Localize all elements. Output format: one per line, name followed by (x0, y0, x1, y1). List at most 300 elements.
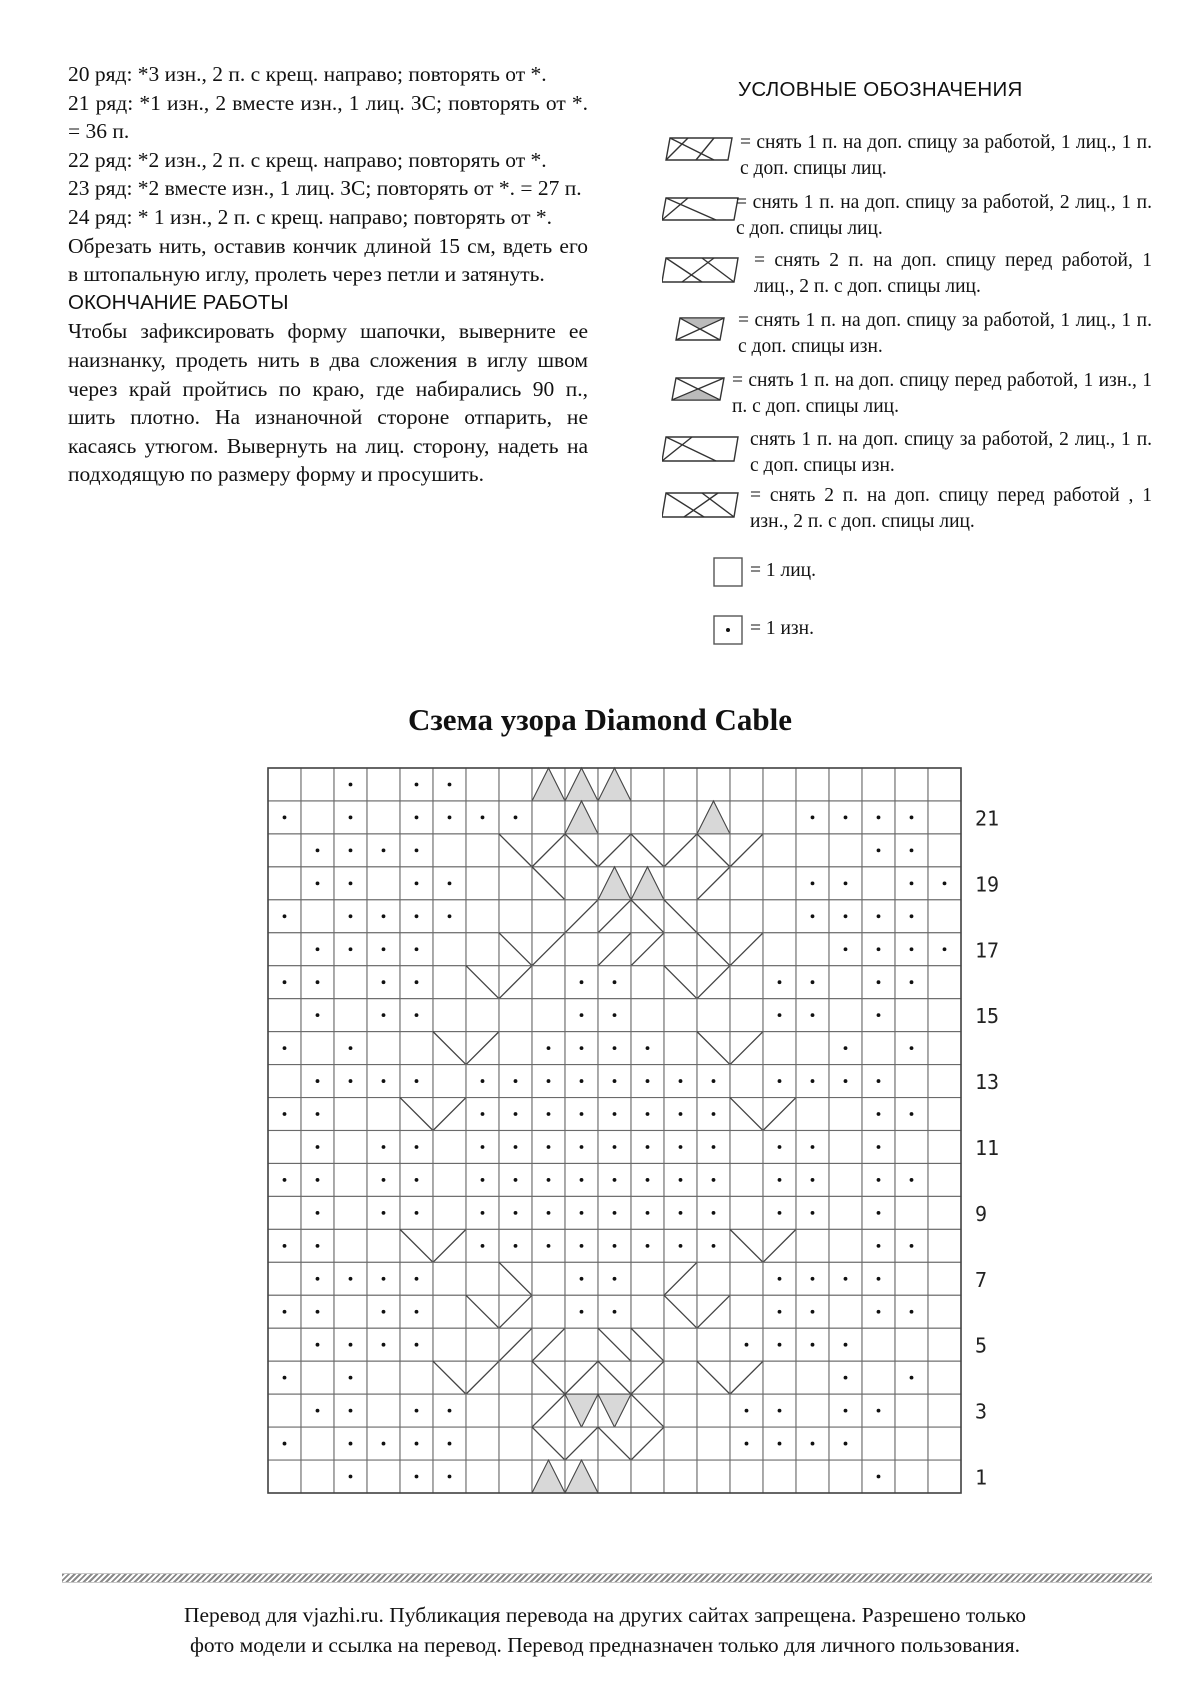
chart-cell (268, 1262, 301, 1295)
purl-dot (811, 1442, 815, 1446)
purl-dot (382, 848, 386, 852)
chart-cell (895, 768, 928, 801)
chart-cell (862, 1427, 895, 1460)
chart-cell (367, 1460, 400, 1493)
purl-dot (778, 980, 782, 984)
purl-dot (415, 1145, 419, 1149)
purl-dot (415, 1310, 419, 1314)
chart-cell (466, 1427, 499, 1460)
chart-cell (433, 834, 466, 867)
chart-cell (334, 1295, 367, 1328)
chart-cell (499, 900, 532, 933)
chart-cell (466, 867, 499, 900)
chart-cell (268, 1196, 301, 1229)
purl-dot (877, 1145, 881, 1149)
purl-dot (415, 914, 419, 918)
purl-dot (382, 914, 386, 918)
footer (60, 1600, 1150, 1660)
row-label: 1 (975, 1465, 988, 1490)
chart-cell (367, 768, 400, 801)
purl-dot (877, 980, 881, 984)
chart-cell (928, 834, 961, 867)
purl-dot (943, 881, 947, 885)
chart-cell (730, 1131, 763, 1164)
chart-cell (697, 999, 730, 1032)
purl-dot (415, 1475, 419, 1479)
purl-dot (679, 1178, 683, 1182)
purl-dot (415, 816, 419, 820)
row-label: 19 (975, 872, 1000, 897)
chart-cell (895, 1328, 928, 1361)
purl-dot (910, 1046, 914, 1050)
purl-dot (877, 1178, 881, 1182)
chart-cell (928, 1394, 961, 1427)
purl-dot (877, 1310, 881, 1314)
chart-cell (334, 999, 367, 1032)
purl-dot (349, 1376, 353, 1380)
purl-dot (712, 1178, 716, 1182)
chart-cell (763, 1460, 796, 1493)
chart-cell (466, 1262, 499, 1295)
purl-dot (415, 1211, 419, 1215)
chart-cell (928, 1229, 961, 1262)
chart-cell (532, 1295, 565, 1328)
chart-cell (268, 834, 301, 867)
purl-dot (811, 1343, 815, 1347)
purl-dot (514, 1211, 518, 1215)
chart-cell (829, 1229, 862, 1262)
purl-dot (580, 1277, 584, 1281)
chart-cell (499, 867, 532, 900)
purl-dot (349, 816, 353, 820)
chart-cell (730, 1065, 763, 1098)
chart-cell (631, 1295, 664, 1328)
chart-cell (499, 768, 532, 801)
chart-cell (499, 999, 532, 1032)
instruction-row-22: 22 ряд: *2 изн., 2 п. с крещ. направо; повторять от *. (68, 147, 547, 172)
purl-dot (844, 947, 848, 951)
chart-cell (796, 1460, 829, 1493)
purl-dot (382, 980, 386, 984)
chart-cell (862, 768, 895, 801)
purl-dot (877, 1277, 881, 1281)
purl-dot (283, 1046, 287, 1050)
chart-cell (928, 1427, 961, 1460)
purl-dot (646, 1112, 650, 1116)
purl-dot (679, 1211, 683, 1215)
purl-dot (514, 1178, 518, 1182)
chart-cell (928, 1328, 961, 1361)
chart-cell (796, 1032, 829, 1065)
purl-dot (778, 1079, 782, 1083)
purl-dot (877, 914, 881, 918)
purl-dot (382, 947, 386, 951)
chart-cell (763, 801, 796, 834)
purl-dot (613, 1013, 617, 1017)
purl-dot (877, 1013, 881, 1017)
chart-cell (433, 1328, 466, 1361)
purl-dot (547, 1145, 551, 1149)
footer-line-1: Перевод для vjazhi.ru. Публикация перевода на других сайтах запрещена. Разрешено только (183, 1603, 1027, 1627)
purl-dot (415, 1442, 419, 1446)
chart-cell (466, 1394, 499, 1427)
purl-dot (382, 1211, 386, 1215)
purl-dot (877, 1112, 881, 1116)
chart-cell (730, 900, 763, 933)
purl-dot (877, 1079, 881, 1083)
chart-cell (829, 1098, 862, 1131)
chart-cell (466, 834, 499, 867)
chart-cell (796, 1361, 829, 1394)
purl-dot (382, 1310, 386, 1314)
chart-cell (367, 1361, 400, 1394)
purl-dot (844, 816, 848, 820)
legend-text-6: снять 1 п. на доп. спицу за работой, 2 лиц., 1 п. с доп. спицы изн. (750, 429, 1152, 476)
purl-dot (580, 1079, 584, 1083)
chart-cell (532, 801, 565, 834)
purl-dot (778, 1409, 782, 1413)
purl-dot (844, 1079, 848, 1083)
purl-dot (415, 783, 419, 787)
chart-cell (268, 933, 301, 966)
chart-cell (664, 768, 697, 801)
chart-cell (664, 1460, 697, 1493)
row-label: 9 (975, 1201, 988, 1226)
purl-dot (580, 1178, 584, 1182)
purl-dot (316, 1343, 320, 1347)
purl-dot (745, 1442, 749, 1446)
purl-dot (712, 1145, 716, 1149)
chart-cell (862, 1361, 895, 1394)
purl-dot (811, 980, 815, 984)
purl-dot (877, 1475, 881, 1479)
chart-cell (664, 933, 697, 966)
purl-dot (283, 1376, 287, 1380)
purl-dot (877, 1211, 881, 1215)
purl-dot (844, 881, 848, 885)
chart-cell (928, 1032, 961, 1065)
purl-dot (811, 1310, 815, 1314)
chart-cell (433, 933, 466, 966)
purl-dot (283, 816, 287, 820)
purl-dot (778, 1013, 782, 1017)
purl-dot (811, 1211, 815, 1215)
instruction-row-24: 24 ряд: * 1 изн., 2 п. с крещ. направо; повторять от *. (68, 204, 553, 229)
purl-dot (910, 1178, 914, 1182)
chart-cell (796, 933, 829, 966)
chart-cell (433, 1295, 466, 1328)
chart-cell (433, 966, 466, 999)
purl-dot (316, 1013, 320, 1017)
purl-dot (415, 881, 419, 885)
chart-cell (895, 1427, 928, 1460)
footer-line-2: фото модели и ссылка на перевод. Перевод предназначен только для личного пользования. (189, 1633, 1020, 1657)
purl-dot (613, 1310, 617, 1314)
purl-dot (283, 1112, 287, 1116)
purl-dot (382, 1442, 386, 1446)
chart-cell (763, 1361, 796, 1394)
purl-dot (811, 1079, 815, 1083)
purl-dot (646, 1244, 650, 1248)
chart-cell (730, 867, 763, 900)
purl-dot (877, 947, 881, 951)
chart-cell (631, 1262, 664, 1295)
purl-dot (910, 881, 914, 885)
legend-text-7: = снять 2 п. на доп. спицу перед работой , 1 изн., 2 п. с доп. спицы лиц. (750, 485, 1152, 532)
purl-dot (448, 783, 452, 787)
chart-cell (895, 1196, 928, 1229)
chart-cell (664, 1427, 697, 1460)
purl-dot (481, 1145, 485, 1149)
purl-dot (547, 1178, 551, 1182)
purl-dot (646, 1079, 650, 1083)
purl-dot (481, 1244, 485, 1248)
chart-cell (268, 1394, 301, 1427)
purl-dot (349, 1079, 353, 1083)
chart-cell (268, 999, 301, 1032)
purl-dot (580, 1013, 584, 1017)
purl-dot (910, 1376, 914, 1380)
chart-cell (631, 966, 664, 999)
purl-dot (481, 1211, 485, 1215)
purl-dot (712, 1211, 716, 1215)
purl-dot (514, 1244, 518, 1248)
chart-cell (730, 1163, 763, 1196)
chart-cell (664, 999, 697, 1032)
purl-dot (481, 1112, 485, 1116)
purl-dot (679, 1112, 683, 1116)
chart-cell (829, 1196, 862, 1229)
purl-dot (877, 816, 881, 820)
purl-dot (910, 1112, 914, 1116)
chart-cell (895, 999, 928, 1032)
purl-dot (712, 1244, 716, 1248)
purl-dot (811, 1178, 815, 1182)
finishing-text: Чтобы зафиксировать форму шапочки, выверните ее наизнанку, продеть нить в два сложения в иглу швом через край пройтись по краю, где набирались 90 п., шить плотно. На изнаночной стороне отпарить, не касаясь утюгом. Вывернуть на лиц. сторону, надеть на подходящую по размеру форму и просушить. (68, 319, 588, 487)
purl-dot (316, 848, 320, 852)
purl-dot (646, 1178, 650, 1182)
chart-cell (928, 999, 961, 1032)
chart-cell (730, 1262, 763, 1295)
chart-cell (301, 900, 334, 933)
instruction-row-20: 20 ряд: *3 изн., 2 п. с крещ. направо; повторять от *. (68, 62, 547, 86)
legend-text-3: = снять 2 п. на доп. спицу перед работой, 1 лиц., 2 п. с доп. спицы лиц. (754, 250, 1152, 297)
chart-cell (499, 1361, 532, 1394)
chart-cell (928, 900, 961, 933)
chart-cell (466, 900, 499, 933)
legend-title: УСЛОВНЫЕ ОБОЗНАЧЕНИЯ (738, 78, 1023, 101)
instruction-row-21: 21 ряд: *1 изн., 2 вместе изн., 1 лиц. ЗС; повторять от *. = 36 п. (68, 90, 588, 144)
chart-cell (466, 1460, 499, 1493)
purl-dot (349, 1277, 353, 1281)
purl-dot (580, 1244, 584, 1248)
finishing-heading: ОКОНЧАНИЕ РАБОТЫ (68, 290, 289, 314)
chart-cell (466, 768, 499, 801)
chart-cell (268, 1328, 301, 1361)
purl-dot (382, 1145, 386, 1149)
purl-dot (448, 1475, 452, 1479)
purl-dot (910, 1310, 914, 1314)
purl-dot (415, 947, 419, 951)
purl-dot (283, 914, 287, 918)
chart-cell (730, 966, 763, 999)
chart-cell (466, 1328, 499, 1361)
chart-cell (829, 768, 862, 801)
purl-dot (316, 1277, 320, 1281)
row-label: 3 (975, 1399, 988, 1424)
chart-cell (301, 1032, 334, 1065)
chart-cell (499, 1032, 532, 1065)
chart-cell (532, 999, 565, 1032)
chart-cell (796, 1229, 829, 1262)
instruction-row-23: 23 ряд: *2 вместе изн., 1 лиц. ЗС; повторять от *. = 27 п. (68, 176, 582, 201)
purl-dot (646, 1145, 650, 1149)
purl-dot (481, 816, 485, 820)
purl-dot (613, 1112, 617, 1116)
purl-dot (316, 1310, 320, 1314)
purl-dot (613, 1079, 617, 1083)
chart-cell (928, 966, 961, 999)
purl-dot (349, 783, 353, 787)
purl-dot (316, 947, 320, 951)
purl-dot (349, 1409, 353, 1413)
purl-dot (745, 1343, 749, 1347)
purl-dot (580, 1145, 584, 1149)
purl-dot (382, 1013, 386, 1017)
purl-dot (316, 1244, 320, 1248)
purl-dot (646, 1046, 650, 1050)
chart-cell (301, 768, 334, 801)
chart-cell (532, 966, 565, 999)
purl-dot (844, 1442, 848, 1446)
purl-dot (316, 1112, 320, 1116)
chart-cell (730, 768, 763, 801)
purl-dot (415, 848, 419, 852)
chart-cell (829, 966, 862, 999)
purl-dot (580, 980, 584, 984)
purl-dot (613, 1244, 617, 1248)
chart-cell (796, 1098, 829, 1131)
chart-cell (862, 1328, 895, 1361)
purl-dot (943, 947, 947, 951)
chart-cell (499, 1394, 532, 1427)
row-label: 13 (975, 1070, 1000, 1095)
row-label: 5 (975, 1333, 988, 1358)
chart-cell (334, 1196, 367, 1229)
row-label: 17 (975, 938, 1000, 963)
purl-dot (910, 980, 914, 984)
purl-dot (613, 1178, 617, 1182)
chart-cell (796, 768, 829, 801)
chart-cell (499, 1427, 532, 1460)
purl-dot (811, 1013, 815, 1017)
chart-cell (598, 801, 631, 834)
purl-dot (646, 1211, 650, 1215)
purl-dot (415, 1343, 419, 1347)
chart-cell (664, 867, 697, 900)
purl-dot (844, 1343, 848, 1347)
purl-dot (448, 881, 452, 885)
purl-dot (679, 1145, 683, 1149)
purl-dot (316, 1409, 320, 1413)
chart-cell (730, 1295, 763, 1328)
purl-dot (514, 1112, 518, 1116)
legend-text-knit: = 1 лиц. (750, 560, 816, 581)
purl-dot (349, 1343, 353, 1347)
chart-cell (433, 1196, 466, 1229)
chart-cell (928, 1262, 961, 1295)
purl-dot (415, 1409, 419, 1413)
purl-dot (547, 1244, 551, 1248)
purl-dot (349, 881, 353, 885)
chart-cell (829, 1163, 862, 1196)
legend-text-5: = снять 1 п. на доп. спицу перед работой, 1 изн., 1 п. с доп. спицы лиц. (732, 370, 1152, 417)
chart-cell (664, 1328, 697, 1361)
chart-cell (928, 1295, 961, 1328)
chart-cell (796, 1394, 829, 1427)
purl-dot (910, 914, 914, 918)
chart-cell (664, 1361, 697, 1394)
purl-dot (580, 1112, 584, 1116)
chart-cell (565, 933, 598, 966)
chart-cell (400, 1032, 433, 1065)
chart-cell (697, 1328, 730, 1361)
purl-dot (349, 848, 353, 852)
purl-dot (877, 1409, 881, 1413)
purl-dot (514, 1079, 518, 1083)
chart-cell (763, 867, 796, 900)
purl-dot (844, 1046, 848, 1050)
chart-cell (895, 1394, 928, 1427)
chart-cell (367, 1394, 400, 1427)
purl-dot (382, 1343, 386, 1347)
purl-dot (547, 1112, 551, 1116)
purl-dot (349, 1046, 353, 1050)
chart-cell (664, 1394, 697, 1427)
chart-cell (928, 1065, 961, 1098)
chart-cell (697, 1394, 730, 1427)
chart-cell (334, 1098, 367, 1131)
chart-cell (895, 1262, 928, 1295)
chart-cell (466, 933, 499, 966)
chart-cell (631, 1460, 664, 1493)
purl-dot (811, 1277, 815, 1281)
chart-cell (631, 999, 664, 1032)
chart-cell (268, 768, 301, 801)
chart-cell (697, 1262, 730, 1295)
purl-dot (547, 1046, 551, 1050)
chart-cell (730, 1460, 763, 1493)
chart-cell (697, 900, 730, 933)
purl-dot (349, 947, 353, 951)
purl-dot (448, 1442, 452, 1446)
purl-dot (349, 1442, 353, 1446)
purl-dot (778, 1211, 782, 1215)
purl-dot (844, 1277, 848, 1281)
purl-dot (811, 816, 815, 820)
purl-dot (613, 1145, 617, 1149)
chart-cell (334, 1229, 367, 1262)
chart-cell (730, 1196, 763, 1229)
purl-dot (844, 1409, 848, 1413)
chart-cell (928, 1131, 961, 1164)
purl-dot (910, 848, 914, 852)
purl-dot (316, 980, 320, 984)
chart-cell (367, 1032, 400, 1065)
chart-cell (367, 1098, 400, 1131)
purl-dot (910, 1244, 914, 1248)
purl-dot (910, 947, 914, 951)
